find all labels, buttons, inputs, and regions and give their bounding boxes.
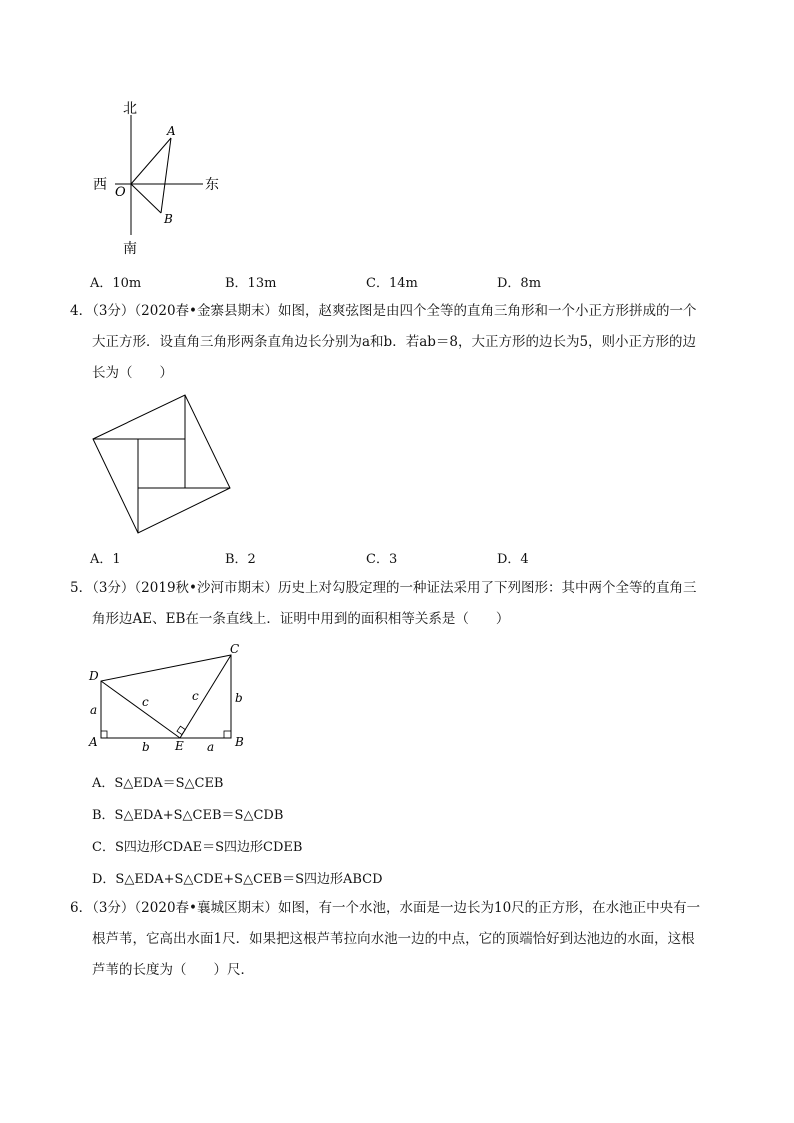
point-b: B <box>235 735 244 749</box>
east-label: 东 <box>205 177 219 193</box>
side-label-c-right: c <box>192 689 199 703</box>
side-label-c-left: c <box>142 695 149 709</box>
point-a: A <box>167 124 176 138</box>
side-label-b-right: b <box>235 691 243 705</box>
q3-option-a[interactable]: A．10m <box>90 276 142 291</box>
q3-compass-figure <box>85 95 235 265</box>
side-label-a-left: a <box>90 703 98 717</box>
q5-option-a[interactable]: A．S△EDA＝S△CEB <box>92 776 224 791</box>
south-label: 南 <box>123 241 137 257</box>
point-d: D <box>89 669 99 683</box>
q5-option-d[interactable]: D．S△EDA+S△CDE+S△CEB＝S四边形ABCD <box>92 872 383 887</box>
question-5 <box>70 573 730 635</box>
q5-trapezoid-figure <box>85 640 255 760</box>
point-b: B <box>164 212 173 226</box>
q6-line2: 根芦苇，它高出水面1尺．如果把这根芦苇拉向水池一边的中点，它的顶端恰好到达池边的水面，这根 <box>92 931 695 947</box>
question-6 <box>70 893 730 986</box>
q3-options <box>90 272 650 292</box>
q6-line1: 6．（3分）（2020春•襄城区期末）如图，有一个水池，水面是一边长为10尺的正方形，在水池正中央有一 <box>70 900 701 916</box>
point-e: E <box>175 739 184 753</box>
q4-line2: 大正方形．设直角三角形两条直角边长分别为a和b．若ab＝8，大正方形的边长为5，则小正方形的边 <box>92 334 697 350</box>
q4-zhao-shuang-figure <box>85 390 245 540</box>
q4-option-b[interactable]: B．2 <box>225 552 256 567</box>
north-label: 北 <box>123 101 137 117</box>
west-label: 西 <box>93 177 107 193</box>
q5-option-b[interactable]: B．S△EDA+S△CEB＝S△CDB <box>92 808 284 823</box>
q5-line2: 角形边AE、EB在一条直线上．证明中用到的面积相等关系是（ ） <box>92 611 510 627</box>
bottom-label-a: a <box>207 740 215 754</box>
bottom-label-b: b <box>142 740 150 754</box>
q3-option-d[interactable]: D．8m <box>497 276 542 291</box>
q4-line3: 长为（ ） <box>92 365 173 381</box>
q4-option-a[interactable]: A．1 <box>90 552 121 567</box>
q6-line3: 芦苇的长度为（ ）尺． <box>92 962 254 978</box>
q5-line1: 5．（3分）（2019秋•沙河市期末）历史上对勾股定理的一种证法采用了下列图形：其中两个全等的直角三 <box>70 580 697 596</box>
q4-line1: 4．（3分）（2020春•金寨县期末）如图，赵爽弦图是由四个全等的直角三角形和一个小正方形拼成的一个 <box>70 303 697 319</box>
point-o: O <box>115 185 126 200</box>
point-c: C <box>230 642 240 656</box>
q4-option-c[interactable]: C．3 <box>366 552 398 567</box>
question-4 <box>70 296 730 389</box>
point-a: A <box>89 735 98 749</box>
q5-option-c[interactable]: C．S四边形CDAE＝S四边形CDEB <box>92 840 303 855</box>
q3-option-c[interactable]: C．14m <box>366 276 418 291</box>
q4-option-d[interactable]: D．4 <box>497 552 529 567</box>
q4-options <box>90 548 650 568</box>
q3-option-b[interactable]: B．13m <box>225 276 277 291</box>
